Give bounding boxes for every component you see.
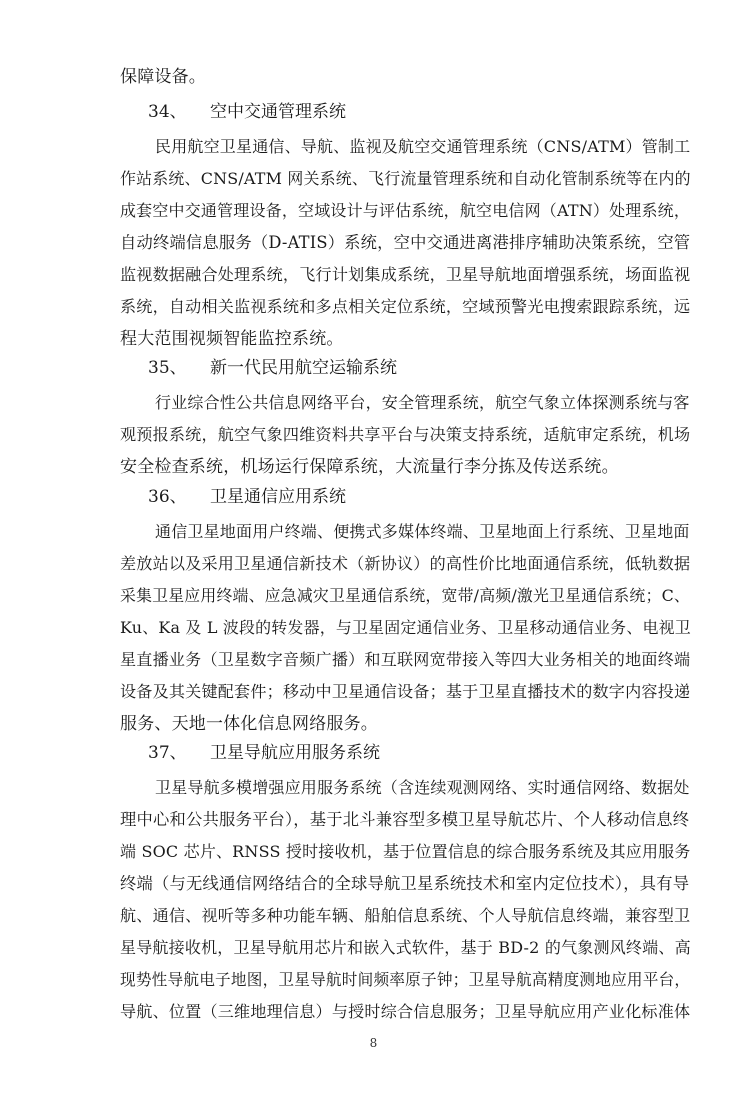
section-number: 36、	[148, 487, 187, 507]
section-heading-35	[148, 357, 397, 379]
paragraph-line: 航、通信、视听等多种功能车辆、船舶信息系统、个人导航信息终端，兼容型卫	[120, 906, 691, 925]
paragraph-line: 安全检查系统，机场运行保障系统，大流量行李分拣及传送系统。	[120, 457, 619, 477]
paragraph-line: 理中心和公共服务平台），基于北斗兼容型多模卫星导航芯片、个人移动信息终	[120, 810, 690, 829]
section-title: 卫星导航应用服务系统	[210, 743, 380, 763]
paragraph-line: 终端（与无线通信网络结合的全球导航卫星系统技术和室内定位技术），具有导	[120, 874, 690, 893]
paragraph-line: 星直播业务（卫星数字音频广播）和互联网宽带接入等四大业务相关的地面终端	[120, 650, 691, 669]
section-title: 新一代民用航空运输系统	[210, 358, 397, 378]
paragraph-line: 行业综合性公共信息网络平台，安全管理系统，航空气象立体探测系统与客	[155, 393, 690, 412]
paragraph-line: 卫星导航多模增强应用服务系统（含连续观测网络、实时通信网络、数据处	[155, 778, 690, 797]
section-number: 35、	[148, 358, 187, 378]
paragraph-line: 监视数据融合处理系统，飞行计划集成系统，卫星导航地面增强系统，场面监视	[120, 265, 691, 284]
paragraph-line: 作站系统、CNS/ATM 网关系统、飞行流量管理系统和自动化管制系统等在内的	[120, 169, 691, 188]
paragraph-line: 通信卫星地面用户终端、便携式多媒体终端、卫星地面上行系统、卫星地面	[155, 522, 690, 541]
section-title: 空中交通管理系统	[210, 102, 346, 122]
paragraph-line: 程大范围视频智能监控系统。	[120, 329, 344, 349]
paragraph-line: 差放站以及采用卫星通信新技术（新协议）的高性价比地面通信系统，低轨数据	[120, 554, 691, 573]
section-number: 37、	[148, 743, 187, 763]
page-number: 8	[369, 1036, 378, 1050]
paragraph-line: 系统，自动相关监视系统和多点相关定位系统，空域预警光电搜索跟踪系统，远	[120, 297, 691, 316]
paragraph-line: 星导航接收机，卫星导航用芯片和嵌入式软件，基于 BD-2 的气象测风终端、高	[120, 938, 691, 957]
paragraph-line: 端 SOC 芯片、RNSS 授时接收机，基于位置信息的综合服务系统及其应用服务	[120, 842, 691, 861]
section-number: 34、	[148, 102, 187, 122]
section-heading-34	[148, 101, 346, 123]
section-heading-36	[148, 486, 346, 508]
paragraph-line: 现势性导航电子地图，卫星导航时间频率原子钟；卫星导航高精度测地应用平台，	[120, 970, 691, 989]
paragraph-line: 服务、天地一体化信息网络服务。	[120, 714, 378, 734]
paragraph-line: 观预报系统，航空气象四维资料共享平台与决策支持系统，适航审定系统，机场	[120, 425, 691, 444]
paragraph-line: 导航、位置（三维地理信息）与授时综合信息服务；卫星导航应用产业化标准体	[120, 1002, 691, 1021]
intro-tail-text: 保障设备。	[120, 67, 206, 87]
section-title: 卫星通信应用系统	[210, 487, 346, 507]
paragraph-line: 自动终端信息服务（D-ATIS）系统，空中交通进离港排序辅助决策系统，空管	[120, 233, 691, 252]
paragraph-line: 成套空中交通管理设备，空域设计与评估系统，航空电信网（ATN）处理系统，	[120, 201, 690, 220]
paragraph-line: 设备及其关键配套件；移动中卫星通信设备；基于卫星直播技术的数字内容投递	[120, 682, 691, 701]
paragraph-line: 民用航空卫星通信、导航、监视及航空交通管理系统（CNS/ATM）管制工	[155, 137, 691, 156]
paragraph-line: 采集卫星应用终端、应急减灾卫星通信系统，宽带/高频/激光卫星通信系统；C、	[120, 586, 690, 605]
paragraph-line: Ku、Ka 及 L 波段的转发器，与卫星固定通信业务、卫星移动通信业务、电视卫	[120, 618, 691, 637]
section-heading-37	[148, 742, 380, 764]
